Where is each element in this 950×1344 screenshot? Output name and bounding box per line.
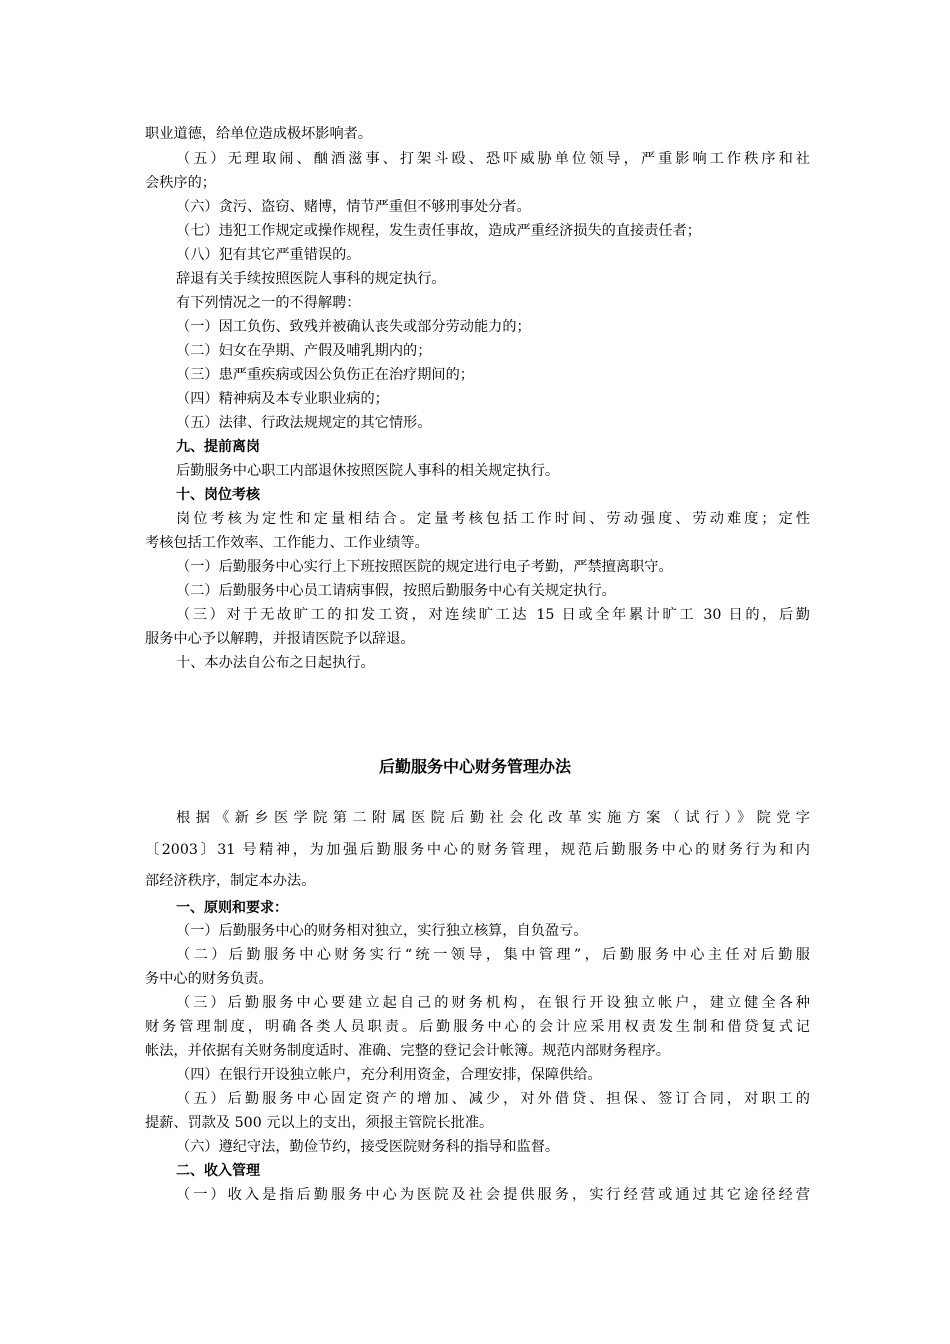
text-line: 〔2003〕31 号精神，为加强后勤服务中心的财务管理，规范后勤服务中心的财务行为和内 — [145, 842, 810, 858]
text-line: （一）后勤服务中心实行上下班按照医院的规定进行电子考勤，严禁擅离职守。 — [176, 559, 673, 575]
text-line: 会秩序的； — [145, 175, 216, 191]
text-line: 辞退有关手续按照医院人事科的规定执行。 — [176, 271, 446, 287]
text-line: 提薪、罚款及 500 元以上的支出，须报主管院长批准。 — [145, 1115, 494, 1131]
text-line: （六）遵纪守法，勤俭节约，接受医院财务科的指导和监督。 — [176, 1139, 560, 1155]
text-line: （七）违犯工作规定或操作规程，发生责任事故，造成严重经济损失的直接责任者； — [176, 223, 701, 239]
section-heading: 九、提前离岗 — [176, 439, 260, 455]
text-line: 有下列情况之一的不得解聘： — [176, 295, 361, 311]
text-line: （二）后勤服务中心员工请病事假，按照后勤服务中心有关规定执行。 — [176, 583, 616, 599]
text-line: 财务管理制度，明确各类人员职责。后勤服务中心的会计应采用权责发生制和借贷复式记 — [145, 1019, 810, 1035]
text-line: 职业道德，给单位造成极坏影响者。 — [145, 126, 373, 142]
text-line: 十、本办法自公布之日起执行。 — [176, 655, 375, 671]
text-line: 帐法，并依据有关财务制度适时、准确、完整的登记会计帐簿。规范内部财务程序。 — [145, 1043, 670, 1059]
text-line: 根据《新乡医学院第二附属医院后勤社会化改革实施方案（试行）》院党字 — [176, 810, 810, 826]
text-line: （四）精神病及本专业职业病的； — [176, 391, 389, 407]
section-heading: 十、岗位考核 — [176, 487, 260, 503]
text-line: （四）在银行开设独立帐户，充分利用资金，合理安排，保障供给。 — [176, 1067, 602, 1083]
text-line: （三）患严重疾病或因公负伤正在治疗期间的； — [176, 367, 474, 383]
text-line: 岗位考核为定性和定量相结合。定量考核包括工作时间、劳动强度、劳动难度；定性 — [176, 511, 810, 527]
document-title: 后勤服务中心财务管理办法 — [378, 757, 571, 776]
text-line: （一）因工负伤、致残并被确认丧失或部分劳动能力的； — [176, 319, 531, 335]
text-line: （五）后勤服务中心固定资产的增加、减少，对外借贷、担保、签订合同，对职工的 — [176, 1091, 810, 1107]
text-line: （一）后勤服务中心的财务相对独立，实行独立核算，自负盈亏。 — [176, 923, 588, 939]
text-line: 部经济秩序，制定本办法。 — [145, 873, 316, 889]
text-line: （三）后勤服务中心要建立起自己的财务机构，在银行开设独立帐户，建立健全各种 — [176, 995, 810, 1011]
text-line: （六）贪污、盗窃、赌博，情节严重但不够刑事处分者。 — [176, 199, 531, 215]
text-line: （八）犯有其它严重错误的。 — [176, 247, 361, 263]
text-line: 考核包括工作效率、工作能力、工作业绩等。 — [145, 535, 429, 551]
section-heading: 一、原则和要求： — [176, 900, 288, 916]
text-line: （三）对于无故旷工的扣发工资，对连续旷工达 15 日或全年累计旷工 30 日的，后勤 — [176, 607, 810, 623]
text-line: （二）后勤服务中心财务实行“统一领导，集中管理”，后勤服务中心主任对后勤服 — [176, 947, 810, 963]
text-line: （五）法律、行政法规规定的其它情形。 — [176, 415, 432, 431]
text-line: 务中心的财务负责。 — [145, 971, 273, 987]
text-line: 后勤服务中心职工内部退休按照医院人事科的相关规定执行。 — [176, 463, 560, 479]
text-line: （五）无理取闹、酗酒滋事、打架斗殴、恐吓威胁单位领导，严重影响工作秩序和社 — [176, 151, 810, 167]
text-line: （二）妇女在孕期、产假及哺乳期内的； — [176, 343, 432, 359]
text-line: （一）收入是指后勤服务中心为医院及社会提供服务，实行经营或通过其它途径经营 — [176, 1187, 810, 1203]
section-heading: 二、收入管理 — [176, 1163, 260, 1179]
text-line: 服务中心予以解聘，并报请医院予以辞退。 — [145, 631, 415, 647]
